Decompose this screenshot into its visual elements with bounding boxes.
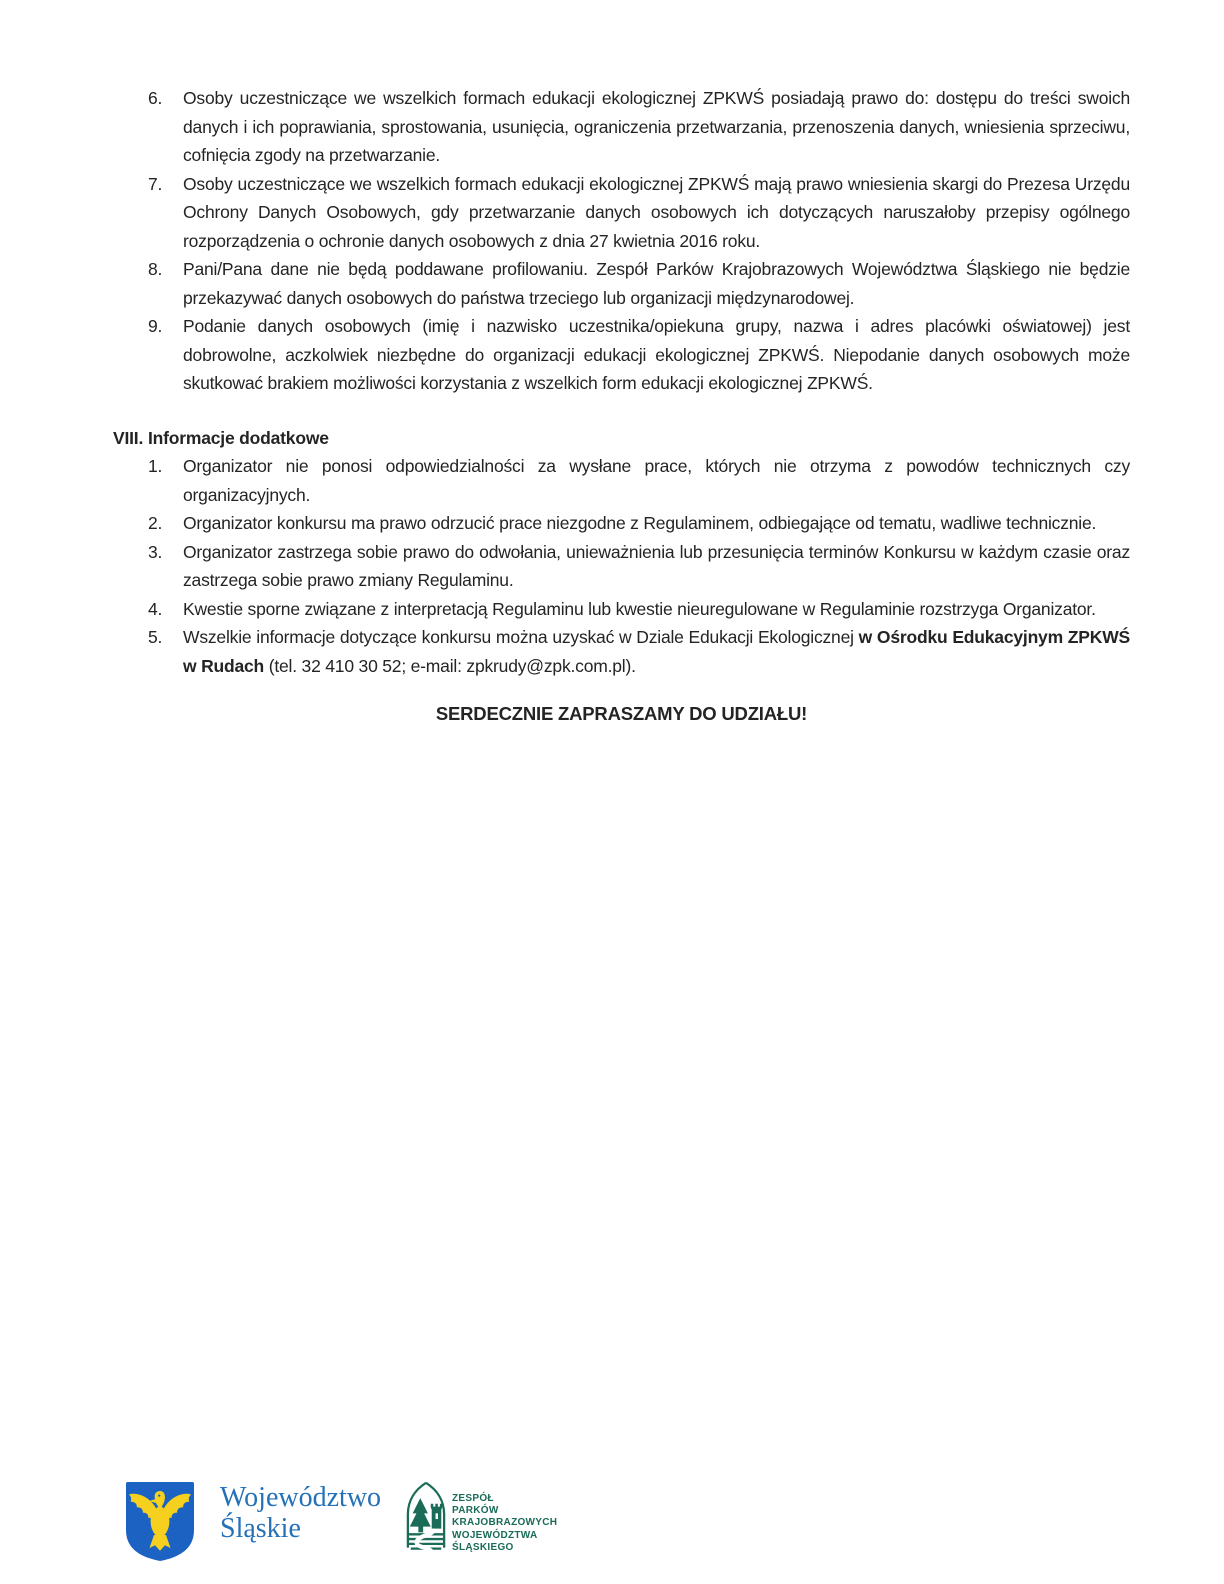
list-item-number: 9. bbox=[148, 316, 163, 336]
list-item-text: Osoby uczestniczące we wszelkich formach edukacji ekologicznej ZPKWŚ posiadają prawo do: dostępu do treści swoich danych i ich poprawiania, sprostowania, usunięcia, ograniczenia przetwarzania, przenoszenia danych, wniesienia sprzeciwu, cofnięcia zgody na przetwarzanie. bbox=[183, 88, 1130, 165]
voivodeship-name-line1: Województwo bbox=[220, 1482, 382, 1513]
zpk-wordmark bbox=[452, 1493, 557, 1554]
zpk-logo-icon bbox=[402, 1479, 450, 1561]
footer-logos bbox=[0, 1476, 1224, 1576]
zpk-wordmark-line: ZESPÓŁ bbox=[452, 1493, 494, 1504]
additional-info-list bbox=[148, 452, 1130, 680]
list-item bbox=[148, 623, 1130, 680]
list-item bbox=[148, 312, 1130, 398]
section-heading-text: Informacje dodatkowe bbox=[148, 427, 329, 448]
section-heading bbox=[113, 424, 1130, 453]
section-heading-numeral: VIII. bbox=[113, 427, 144, 448]
list-item-text: Organizator nie ponosi odpowiedzialności za wysłane prace, których nie otrzyma z powodów technicznych czy organizacyjnych. bbox=[183, 456, 1130, 505]
list-item-number: 5. bbox=[148, 627, 163, 647]
list-item-text: Organizator konkursu ma prawo odrzucić prace niezgodne z Regulaminem, odbiegające od tematu, wadliwe technicznie. bbox=[183, 513, 1097, 533]
silesia-coat-of-arms-icon bbox=[122, 1478, 198, 1564]
closing-invitation: SERDECZNIE ZAPRASZAMY DO UDZIAŁU! bbox=[435, 703, 808, 724]
list-item-text: Podanie danych osobowych (imię i nazwisko uczestnika/opiekuna grupy, nazwa i adres placówki oświatowej) jest dobrowolne, aczkolwiek niezbędne do organizacji edukacji ekologicznej ZPKWŚ. Niepodanie danych osobowych może skutkować brakiem możliwości korzystania z wszelkich form edukacji ekologicznej ZPKWŚ. bbox=[183, 316, 1130, 393]
zpk-wordmark-line: WOJEWÓDZTWA bbox=[452, 1529, 538, 1541]
zpk-wordmark-line: KRAJOBRAZOWYCH bbox=[452, 1517, 558, 1529]
list-item-number: 2. bbox=[148, 513, 163, 533]
tower-window bbox=[436, 1513, 438, 1519]
list-item-number: 7. bbox=[148, 173, 163, 194]
zpk-wordmark-line: ŚLĄSKIEGO bbox=[452, 1541, 514, 1553]
voivodeship-wordmark bbox=[220, 1482, 381, 1544]
list-item bbox=[148, 595, 1130, 624]
list-item-number: 4. bbox=[148, 598, 163, 619]
zpk-wordmark-line: PARKÓW bbox=[452, 1505, 499, 1517]
list-item-text: Kwestie sporne związane z interpretacją Regulaminu lub kwestie nieuregulowane w Regulaminie rozstrzyga Organizator. bbox=[183, 598, 1096, 619]
list-item bbox=[148, 255, 1130, 312]
list-item bbox=[148, 170, 1130, 256]
list-item bbox=[148, 509, 1130, 538]
list-item bbox=[148, 452, 1130, 509]
list-item-text: Organizator zastrzega sobie prawo do odwołania, unieważnienia lub przesunięcia terminów Konkursu w każdym czasie oraz zastrzega sobie prawo zmiany Regulaminu. bbox=[183, 541, 1130, 590]
list-item-text: Wszelkie informacje dotyczące konkursu można uzyskać w Dziale Edukacji Ekologicznej w Ośrodku Edukacyjnym ZPKWŚ w Rudach (tel. 32 410 30 52; e-mail: zpkrudy@zpk.com.pl). bbox=[183, 627, 1130, 676]
list-item-number: 8. bbox=[148, 259, 163, 279]
list-item-number: 6. bbox=[148, 88, 163, 108]
list-item bbox=[148, 538, 1130, 595]
eagle-eye bbox=[158, 1495, 160, 1497]
document-content bbox=[113, 84, 1130, 729]
list-item-number: 3. bbox=[148, 541, 163, 562]
privacy-clauses-list bbox=[148, 84, 1130, 398]
list-item-number: 1. bbox=[148, 456, 163, 476]
voivodeship-name-line2: Śląskie bbox=[220, 1513, 301, 1544]
list-item-text: Osoby uczestniczące we wszelkich formach edukacji ekologicznej ZPKWŚ mają prawo wniesienia skargi do Prezesa Urzędu Ochrony Danych Osobowych, gdy przetwarzanie danych osobowych ich dotyczących naruszałoby przepisy ogólnego rozporządzenia o ochronie danych osobowych z dnia 27 kwietnia 2016 roku. bbox=[183, 173, 1130, 251]
list-item bbox=[148, 84, 1130, 170]
list-item-text: Pani/Pana dane nie będą poddawane profilowaniu. Zespół Parków Krajobrazowych Województwa Śląskiego nie będzie przekazywać danych osobowych do państwa trzeciego lub organizacji międzynarodowej. bbox=[183, 259, 1130, 308]
